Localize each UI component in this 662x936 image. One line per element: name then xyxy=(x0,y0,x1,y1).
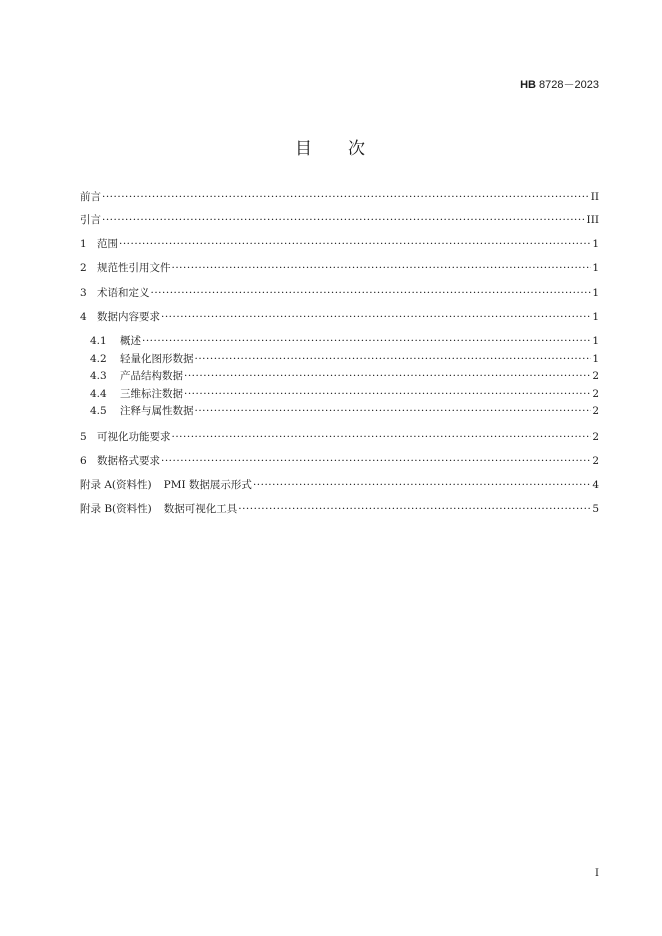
toc-entry-label: 产品结构数据 xyxy=(120,370,183,382)
toc-entry-4-5[interactable] xyxy=(90,404,599,418)
toc-leader-dots xyxy=(102,190,590,204)
toc-entry-4-2[interactable] xyxy=(90,352,599,366)
toc-entry-label: 数据可视化工具 xyxy=(163,503,238,515)
toc-leader-dots xyxy=(142,334,591,348)
toc-entry-label: 注释与属性数据 xyxy=(120,405,194,417)
toc-leader-dots xyxy=(119,237,591,251)
toc-entry-appendix-b[interactable] xyxy=(80,502,599,516)
toc-entry-label: 规范性引用文件 xyxy=(97,262,171,274)
toc-entry-number: 4.4 xyxy=(90,388,107,400)
toc-entry-label: PMI 数据展示形式 xyxy=(163,479,252,491)
toc-entry-label: 数据格式要求 xyxy=(97,455,160,467)
toc-title xyxy=(0,134,662,159)
toc-entry-page: 2 xyxy=(592,455,599,467)
toc-entry-page: 1 xyxy=(592,238,599,250)
toc-leader-dots xyxy=(253,478,591,492)
toc-entry-page: II xyxy=(590,191,599,203)
toc-entry-label: 术语和定义 xyxy=(97,287,150,299)
toc-leader-dots xyxy=(151,286,592,300)
toc-entry-foreword[interactable] xyxy=(80,190,599,204)
toc-entry-label: 数据内容要求 xyxy=(97,311,160,323)
toc-entry-number: 附录 B(资料性) xyxy=(80,503,152,515)
toc-leader-dots xyxy=(184,387,591,401)
document-code xyxy=(520,76,599,92)
toc-leader-dots xyxy=(161,454,591,468)
toc-entry-label: 前言 xyxy=(80,191,101,203)
toc-entry-3[interactable] xyxy=(80,286,599,300)
toc-entry-number: 4.5 xyxy=(90,405,107,417)
toc-entry-4-3[interactable] xyxy=(90,369,599,383)
toc-entry-appendix-a[interactable] xyxy=(80,478,599,492)
toc-entry-6[interactable] xyxy=(80,454,599,468)
toc-entry-number: 2 xyxy=(80,262,87,274)
toc-entry-number: 4.2 xyxy=(90,353,107,365)
toc-entry-4-4[interactable] xyxy=(90,387,599,401)
toc-title-char-1: 目 xyxy=(295,139,314,159)
toc-entry-label: 范围 xyxy=(97,238,118,250)
toc-entry-1[interactable] xyxy=(80,237,599,251)
toc-leader-dots xyxy=(102,213,586,227)
toc-entry-4-1[interactable] xyxy=(90,334,599,348)
toc-entry-label: 三维标注数据 xyxy=(120,388,183,400)
toc-leader-dots xyxy=(184,369,591,383)
toc-entry-page: 4 xyxy=(592,479,599,491)
toc-entry-introduction[interactable] xyxy=(80,213,599,227)
toc-entry-label: 概述 xyxy=(120,335,141,347)
toc-entry-page: III xyxy=(586,214,599,226)
toc-leader-dots xyxy=(195,352,592,366)
toc-entry-page: 1 xyxy=(592,311,599,323)
toc-entry-number: 4.3 xyxy=(90,370,107,382)
toc-entry-label: 可视化功能要求 xyxy=(97,431,171,443)
document-code-number: 8728－2023 xyxy=(536,79,599,91)
toc-entry-4[interactable] xyxy=(80,310,599,324)
toc-leader-dots xyxy=(172,430,592,444)
toc-entry-number: 5 xyxy=(80,431,87,443)
toc-entry-page: 2 xyxy=(592,405,599,417)
toc-leader-dots xyxy=(161,310,591,324)
footer-page-number: I xyxy=(595,868,599,879)
toc-entry-page: 2 xyxy=(592,431,599,443)
toc-entry-page: 1 xyxy=(592,353,599,365)
toc-entry-page: 1 xyxy=(592,287,599,299)
toc-title-char-2: 次 xyxy=(348,139,367,159)
toc-entry-label: 轻量化图形数据 xyxy=(120,353,194,365)
toc-entry-number: 3 xyxy=(80,287,87,299)
toc-leader-dots xyxy=(172,261,592,275)
toc-entry-page: 2 xyxy=(592,370,599,382)
toc-entry-page: 2 xyxy=(592,388,599,400)
toc-entry-page: 1 xyxy=(592,335,599,347)
toc-entry-5[interactable] xyxy=(80,430,599,444)
toc-entry-number: 6 xyxy=(80,455,87,467)
toc-entry-number: 4 xyxy=(80,311,87,323)
toc-entry-label: 引言 xyxy=(80,214,101,226)
toc-entry-number: 1 xyxy=(80,238,87,250)
toc-entry-2[interactable] xyxy=(80,261,599,275)
toc-leader-dots xyxy=(195,404,592,418)
toc-leader-dots xyxy=(238,502,591,516)
toc-entry-number: 4.1 xyxy=(90,335,107,347)
toc-entry-page: 5 xyxy=(592,503,599,515)
document-code-prefix: HB xyxy=(520,79,536,91)
toc-entry-number: 附录 A(资料性) xyxy=(80,479,152,491)
toc-entry-page: 1 xyxy=(592,262,599,274)
